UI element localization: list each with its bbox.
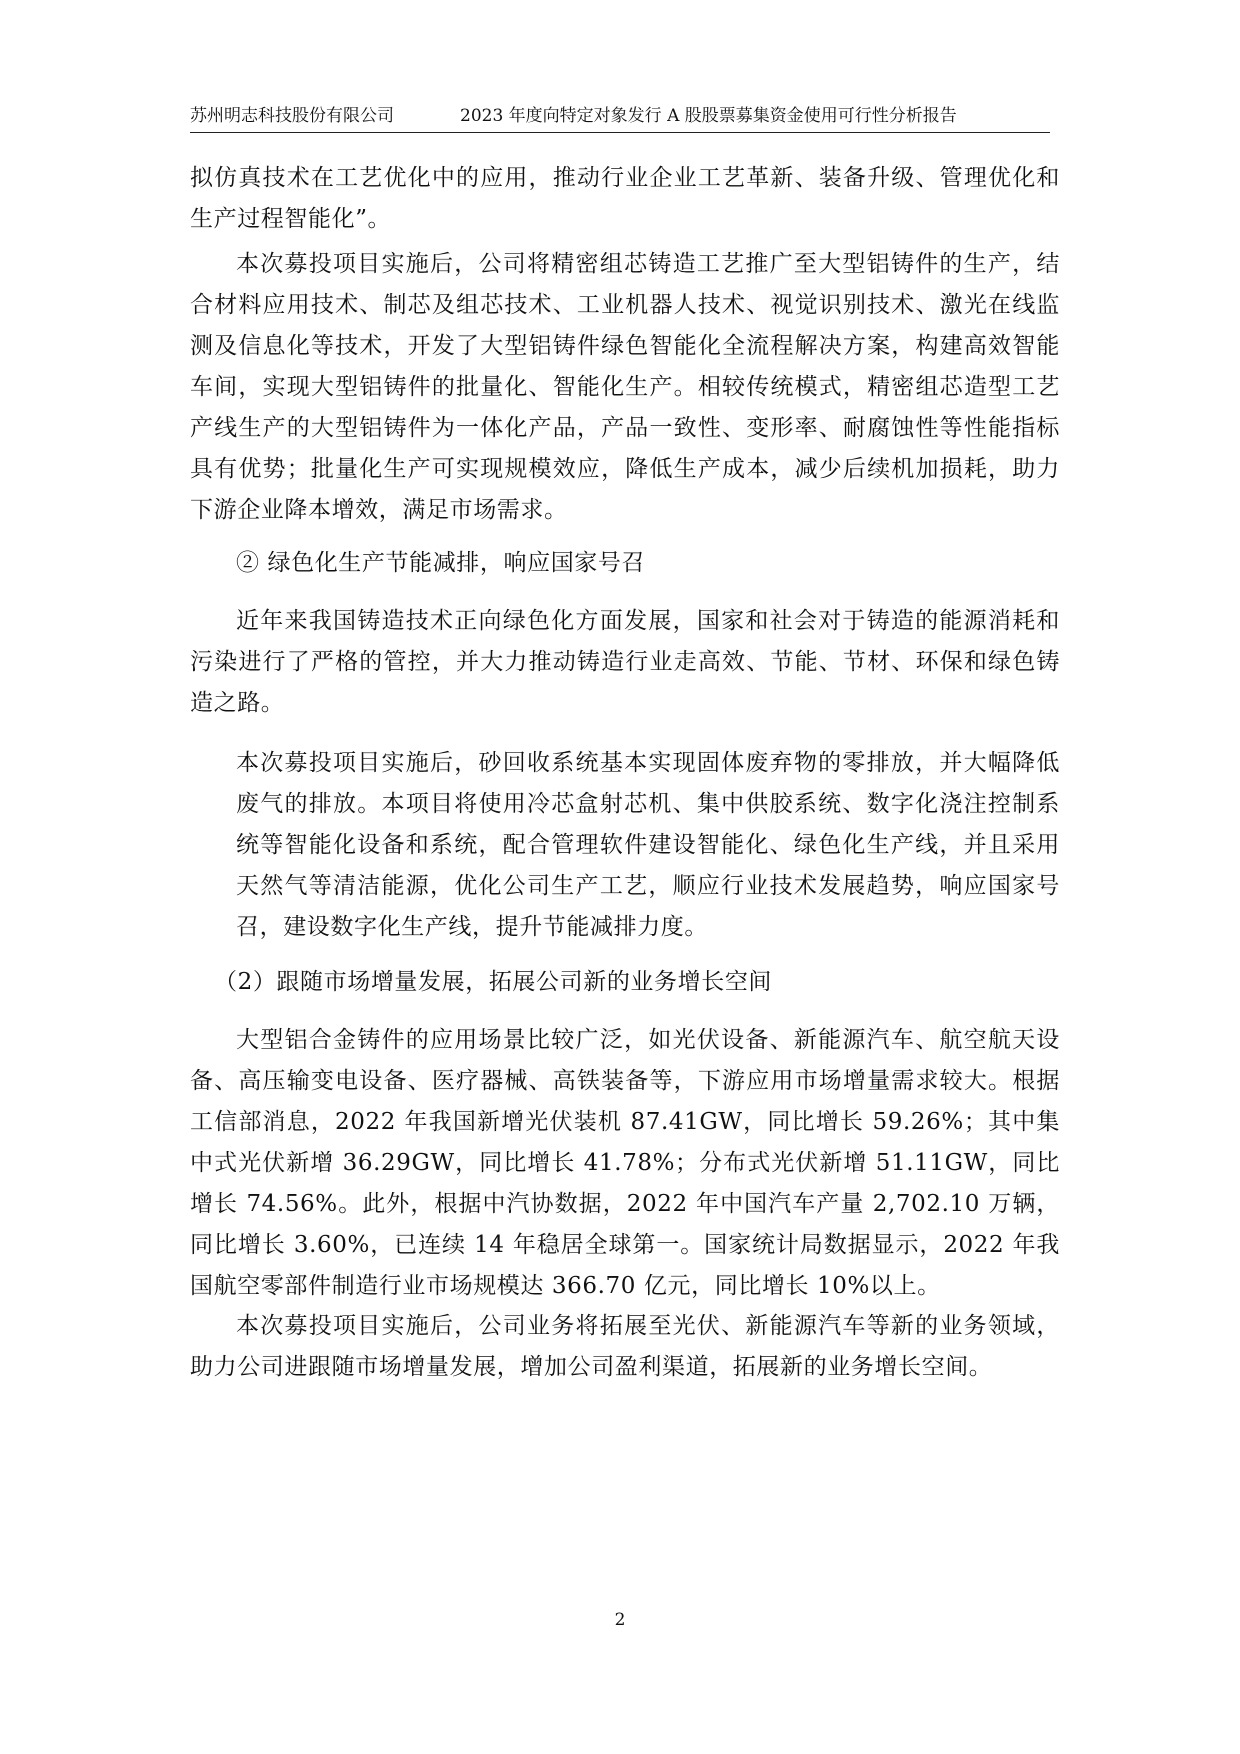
paragraph-business-expansion: 本次募投项目实施后，公司业务将拓展至光伏、新能源汽车等新的业务领域，助力公司进跟随市场增量发展，增加公司盈利渠道，拓展新的业务增长空间。	[190, 1313, 1060, 1380]
page-header	[190, 100, 1050, 133]
page-number: 2	[614, 1610, 626, 1630]
paragraph-emission-reduction: 本次募投项目实施后，砂回收系统基本实现固体废弃物的零排放，并大幅降低废气的排放。本项目将使用冷芯盒射芯机、集中供胶系统、数字化浇注控制系统等智能化设备和系统，配合管理软件建设智能化、绿色化生产线，并且采用天然气等清洁能源，优化公司生产工艺，顺应行业技术发展趋势，响应国家号召，建设数字化生产线，提升节能减排力度。	[236, 750, 1060, 940]
paragraph-market-data: 大型铝合金铸件的应用场景比较广泛，如光伏设备、新能源汽车、航空航天设备、高压输变电设备、医疗器械、高铁装备等，下游应用市场增量需求较大。根据工信部消息，2022 年我国新增光伏装机 87.41GW，同比增长 59.26%；其中集中式光伏新增 36.29GW，同比增长 41.78%；分布式光伏新增 51.11GW，同比增长 74.56%。此外，根据中汽协数据，2022 年中国汽车产量 2,702.10 万辆，同比增长 3.60%，已连续 14 年稳居全球第一。国家统计局数据显示，2022 年我国航空零部件制造行业市场规模达 366.70 亿元，同比增长 10%以上。	[190, 1027, 1060, 1299]
paragraph-project-implementation: 本次募投项目实施后，公司将精密组芯铸造工艺推广至大型铝铸件的生产，结合材料应用技术、制芯及组芯技术、工业机器人技术、视觉识别技术、激光在线监测及信息化等技术，开发了大型铝铸件绿色智能化全流程解决方案，构建高效智能车间，实现大型铝铸件的批量化、智能化生产。相较传统模式，精密组芯造型工艺产线生产的大型铝铸件为一体化产品，产品一致性、变形率、耐腐蚀性等性能指标具有优势；批量化生产可实现规模效应，降低生产成本，减少后续机加损耗，助力下游企业降本增效，满足市场需求。	[190, 251, 1060, 523]
subheading-green-production: ② 绿色化生产节能减排，响应国家号召	[236, 550, 646, 576]
header-report-title: 2023 年度向特定对象发行 A 股股票募集资金使用可行性分析报告	[460, 106, 957, 126]
paragraph-green-casting: 近年来我国铸造技术正向绿色化方面发展，国家和社会对于铸造的能源消耗和污染进行了严格的管控，并大力推动铸造行业走高效、节能、节材、环保和绿色铸造之路。	[190, 608, 1060, 716]
paragraph-continued: 拟仿真技术在工艺优化中的应用，推动行业企业工艺革新、装备升级、管理优化和生产过程智能化”。	[190, 165, 1060, 232]
header-company: 苏州明志科技股份有限公司	[190, 106, 394, 126]
subheading-market-growth: （2）跟随市场增量发展，拓展公司新的业务增长空间	[214, 969, 773, 995]
